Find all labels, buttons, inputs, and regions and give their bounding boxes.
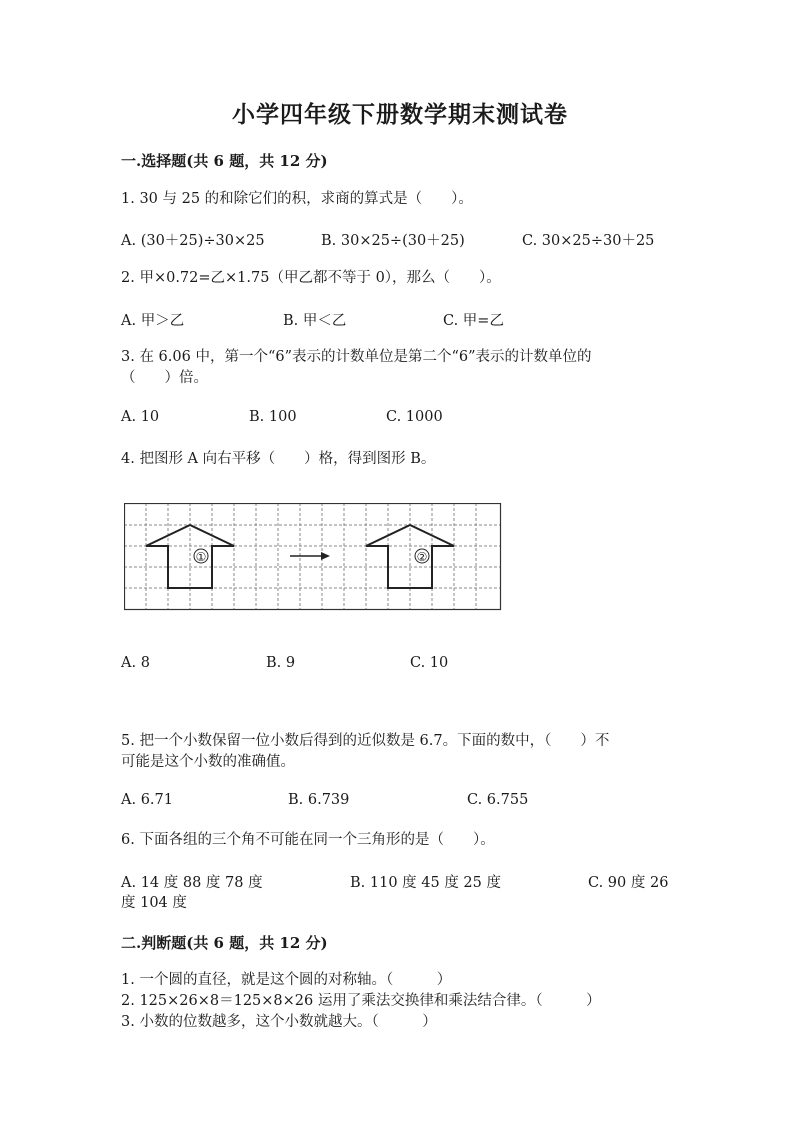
judge-item: 3. 小数的位数越多，这个小数就越大。（ ） bbox=[121, 1014, 437, 1030]
q2-option-b: B. 甲＜乙 bbox=[283, 313, 347, 329]
section-heading-choice: 一.选择题(共 6 题，共 12 分) bbox=[121, 152, 328, 170]
shape-b-label: ② bbox=[416, 550, 428, 564]
q6-option-c-continued: 度 104 度 bbox=[121, 895, 187, 911]
q3-option-a: A. 10 bbox=[121, 409, 160, 425]
q6-option-b: B. 110 度 45 度 25 度 bbox=[350, 875, 501, 891]
question-1: 1. 30 与 25 的和除它们的积，求商的算式是（ ）。 bbox=[121, 191, 473, 207]
q4-option-b: B. 9 bbox=[266, 655, 296, 671]
question-3-line-2: （ ）倍。 bbox=[121, 370, 208, 386]
q3-option-c: C. 1000 bbox=[386, 409, 443, 425]
section-heading-judge: 二.判断题(共 6 题，共 12 分) bbox=[121, 934, 328, 952]
q5-option-b: B. 6.739 bbox=[288, 792, 350, 808]
question-2: 2. 甲×0.72=乙×1.75（甲乙都不等于 0），那么（ ）。 bbox=[121, 270, 501, 286]
shape-a-label: ① bbox=[195, 550, 207, 564]
q4-option-c: C. 10 bbox=[410, 655, 449, 671]
q5-option-c: C. 6.755 bbox=[467, 792, 529, 808]
q4-option-a: A. 8 bbox=[121, 655, 150, 671]
q2-option-a: A. 甲＞乙 bbox=[121, 313, 185, 329]
question-3-line-1: 3. 在 6.06 中，第一个“6”表示的计数单位是第二个“6”表示的计数单位的 bbox=[121, 349, 592, 365]
q1-option-c: C. 30×25÷30＋25 bbox=[522, 233, 655, 249]
question-6: 6. 下面各组的三个角不可能在同一个三角形的是（ ）。 bbox=[121, 832, 495, 848]
move-arrow-head bbox=[321, 552, 330, 560]
q5-option-a: A. 6.71 bbox=[121, 792, 173, 808]
q1-option-b: B. 30×25÷(30＋25) bbox=[321, 233, 465, 249]
judge-item: 2. 125×26×8＝125×8×26 运用了乘法交换律和乘法结合律。（ ） bbox=[121, 993, 601, 1009]
q2-option-c: C. 甲=乙 bbox=[443, 313, 504, 329]
q1-option-a: A. (30＋25)÷30×25 bbox=[121, 233, 265, 249]
q6-option-c: C. 90 度 26 bbox=[588, 875, 669, 891]
page-title: 小学四年级下册数学期末测试卷 bbox=[232, 101, 568, 128]
question-5-line-2: 可能是这个小数的准确值。 bbox=[121, 754, 295, 770]
q6-option-a: A. 14 度 88 度 78 度 bbox=[121, 875, 263, 891]
question-5-line-1: 5. 把一个小数保留一位小数后得到的近似数是 6.7。下面的数中，（ ）不 bbox=[121, 733, 610, 749]
translation-figure bbox=[124, 503, 504, 617]
q3-option-b: B. 100 bbox=[249, 409, 297, 425]
judge-item: 1. 一个圆的直径，就是这个圆的对称轴。（ ） bbox=[121, 972, 452, 988]
question-4: 4. 把图形 A 向右平移（ ）格，得到图形 B。 bbox=[121, 451, 436, 467]
